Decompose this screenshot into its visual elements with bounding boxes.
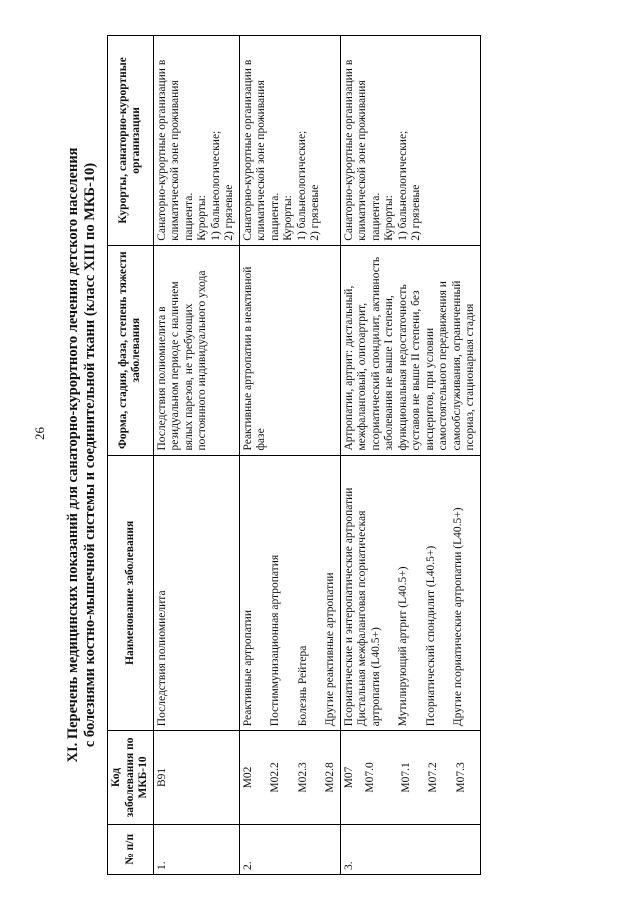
resort-line: 2) грязевые [410,184,422,241]
disease-name: Постиммунизационная артропатия [269,554,281,727]
document-title [65,35,99,875]
resort-line: Курорты: [196,195,208,241]
disease-name: Реактивные артропатии [241,610,254,727]
disease-form: Последствия полиомиелита в резидуальном периоде с наличием вялых парезов, не требующих постоянного индивидуального ухода [153,245,239,455]
table-row [153,36,239,875]
resort-line: Курорты: [383,195,395,241]
title-line-1: XI. Перечень медицинских показаний для санаторно-курортного лечения детского населения [65,147,81,763]
disease-names [340,455,480,731]
resorts-cell [239,36,340,246]
disease-code: M07.0 [364,762,376,793]
table-row [239,36,340,875]
resort-line: Санаторно-курортные организации в климатической зоне проживания пациента. [155,59,195,241]
disease-code: M02 [241,766,254,789]
resort-line: 1) бальнеологические; [209,130,222,241]
disease-code: M07.2 [427,762,439,793]
header-name: Наименование заболевания [108,455,154,731]
table-row [340,36,480,875]
disease-code: M07.1 [399,762,412,793]
disease-code: M02.3 [296,762,309,793]
disease-form: Артропатии, артрит: дистальный, межфаланговый, олигоартрит, псориатический спондилит, активность заболевания не выше I степени, функциональная недостаточность суставов не выше II степени, без висцеритов, при условии самостоятельного передвижения и самообслуживания, ограниченный псориаз, стационарная стадия [340,245,480,455]
disease-names [239,455,340,731]
disease-name: Другие псориатические артропатии (L40.5+) [452,507,464,727]
disease-name: Последствия полиомиелита [155,590,168,727]
header-resorts: Курорты, санаторно-курортные организации [108,36,154,246]
disease-name: Дистальная межфаланговая псориатическая артропатия (L40.5+) [356,510,382,727]
header-num: № п/п [108,824,154,874]
header-form: Форма, стадия, фаза, степень тяжести заболевания [108,245,154,455]
rotated-page-content [65,35,610,875]
resort-line: 1) бальнеологические; [396,130,409,241]
resorts-cell [153,36,239,246]
disease-code: M07.3 [454,762,467,793]
resort-line: 2) грязевые [223,184,235,241]
table-header-row [108,36,154,875]
row-number: 2. [239,824,340,874]
disease-name: Мутилирующий артрит (L40.5+) [397,566,409,727]
disease-form: Реактивные артропатии в неактивной фазе [239,245,340,455]
disease-name: Другие реактивные артропатии [324,572,336,727]
disease-codes [239,731,340,824]
disease-codes [153,731,239,824]
resort-line: Санаторно-курортные организации в климатической зоне проживания пациента. [241,59,281,241]
resort-line: 2) грязевые [309,184,321,241]
row-number: 3. [340,824,480,874]
disease-name: Псориатический спондилит (L40.5+) [424,545,437,727]
disease-code: M02.2 [269,762,281,793]
title-line-2: с болезнями костно-мышечной системы и соединительной ткани (класс XIII по МКБ-10) [82,162,98,748]
disease-code: B91 [155,767,168,788]
disease-name: Псориатические и энтеропатические артропатии [342,487,355,727]
page-number: 26 [32,427,47,440]
disease-code: M07 [342,766,355,789]
row-number: 1. [153,824,239,874]
resort-line: Санаторно-курортные организации в климатической зоне проживания пациента. [342,59,382,241]
indications-table [107,35,481,875]
resorts-cell [340,36,480,246]
disease-code: M02.8 [324,762,336,793]
resort-line: 1) бальнеологические; [295,130,308,241]
header-code: Код заболевания по МКБ-10 [108,731,154,824]
disease-names [153,455,239,731]
disease-codes [340,731,480,824]
disease-name: Болезнь Рейтера [296,645,309,727]
resort-line: Курорты: [282,195,294,241]
